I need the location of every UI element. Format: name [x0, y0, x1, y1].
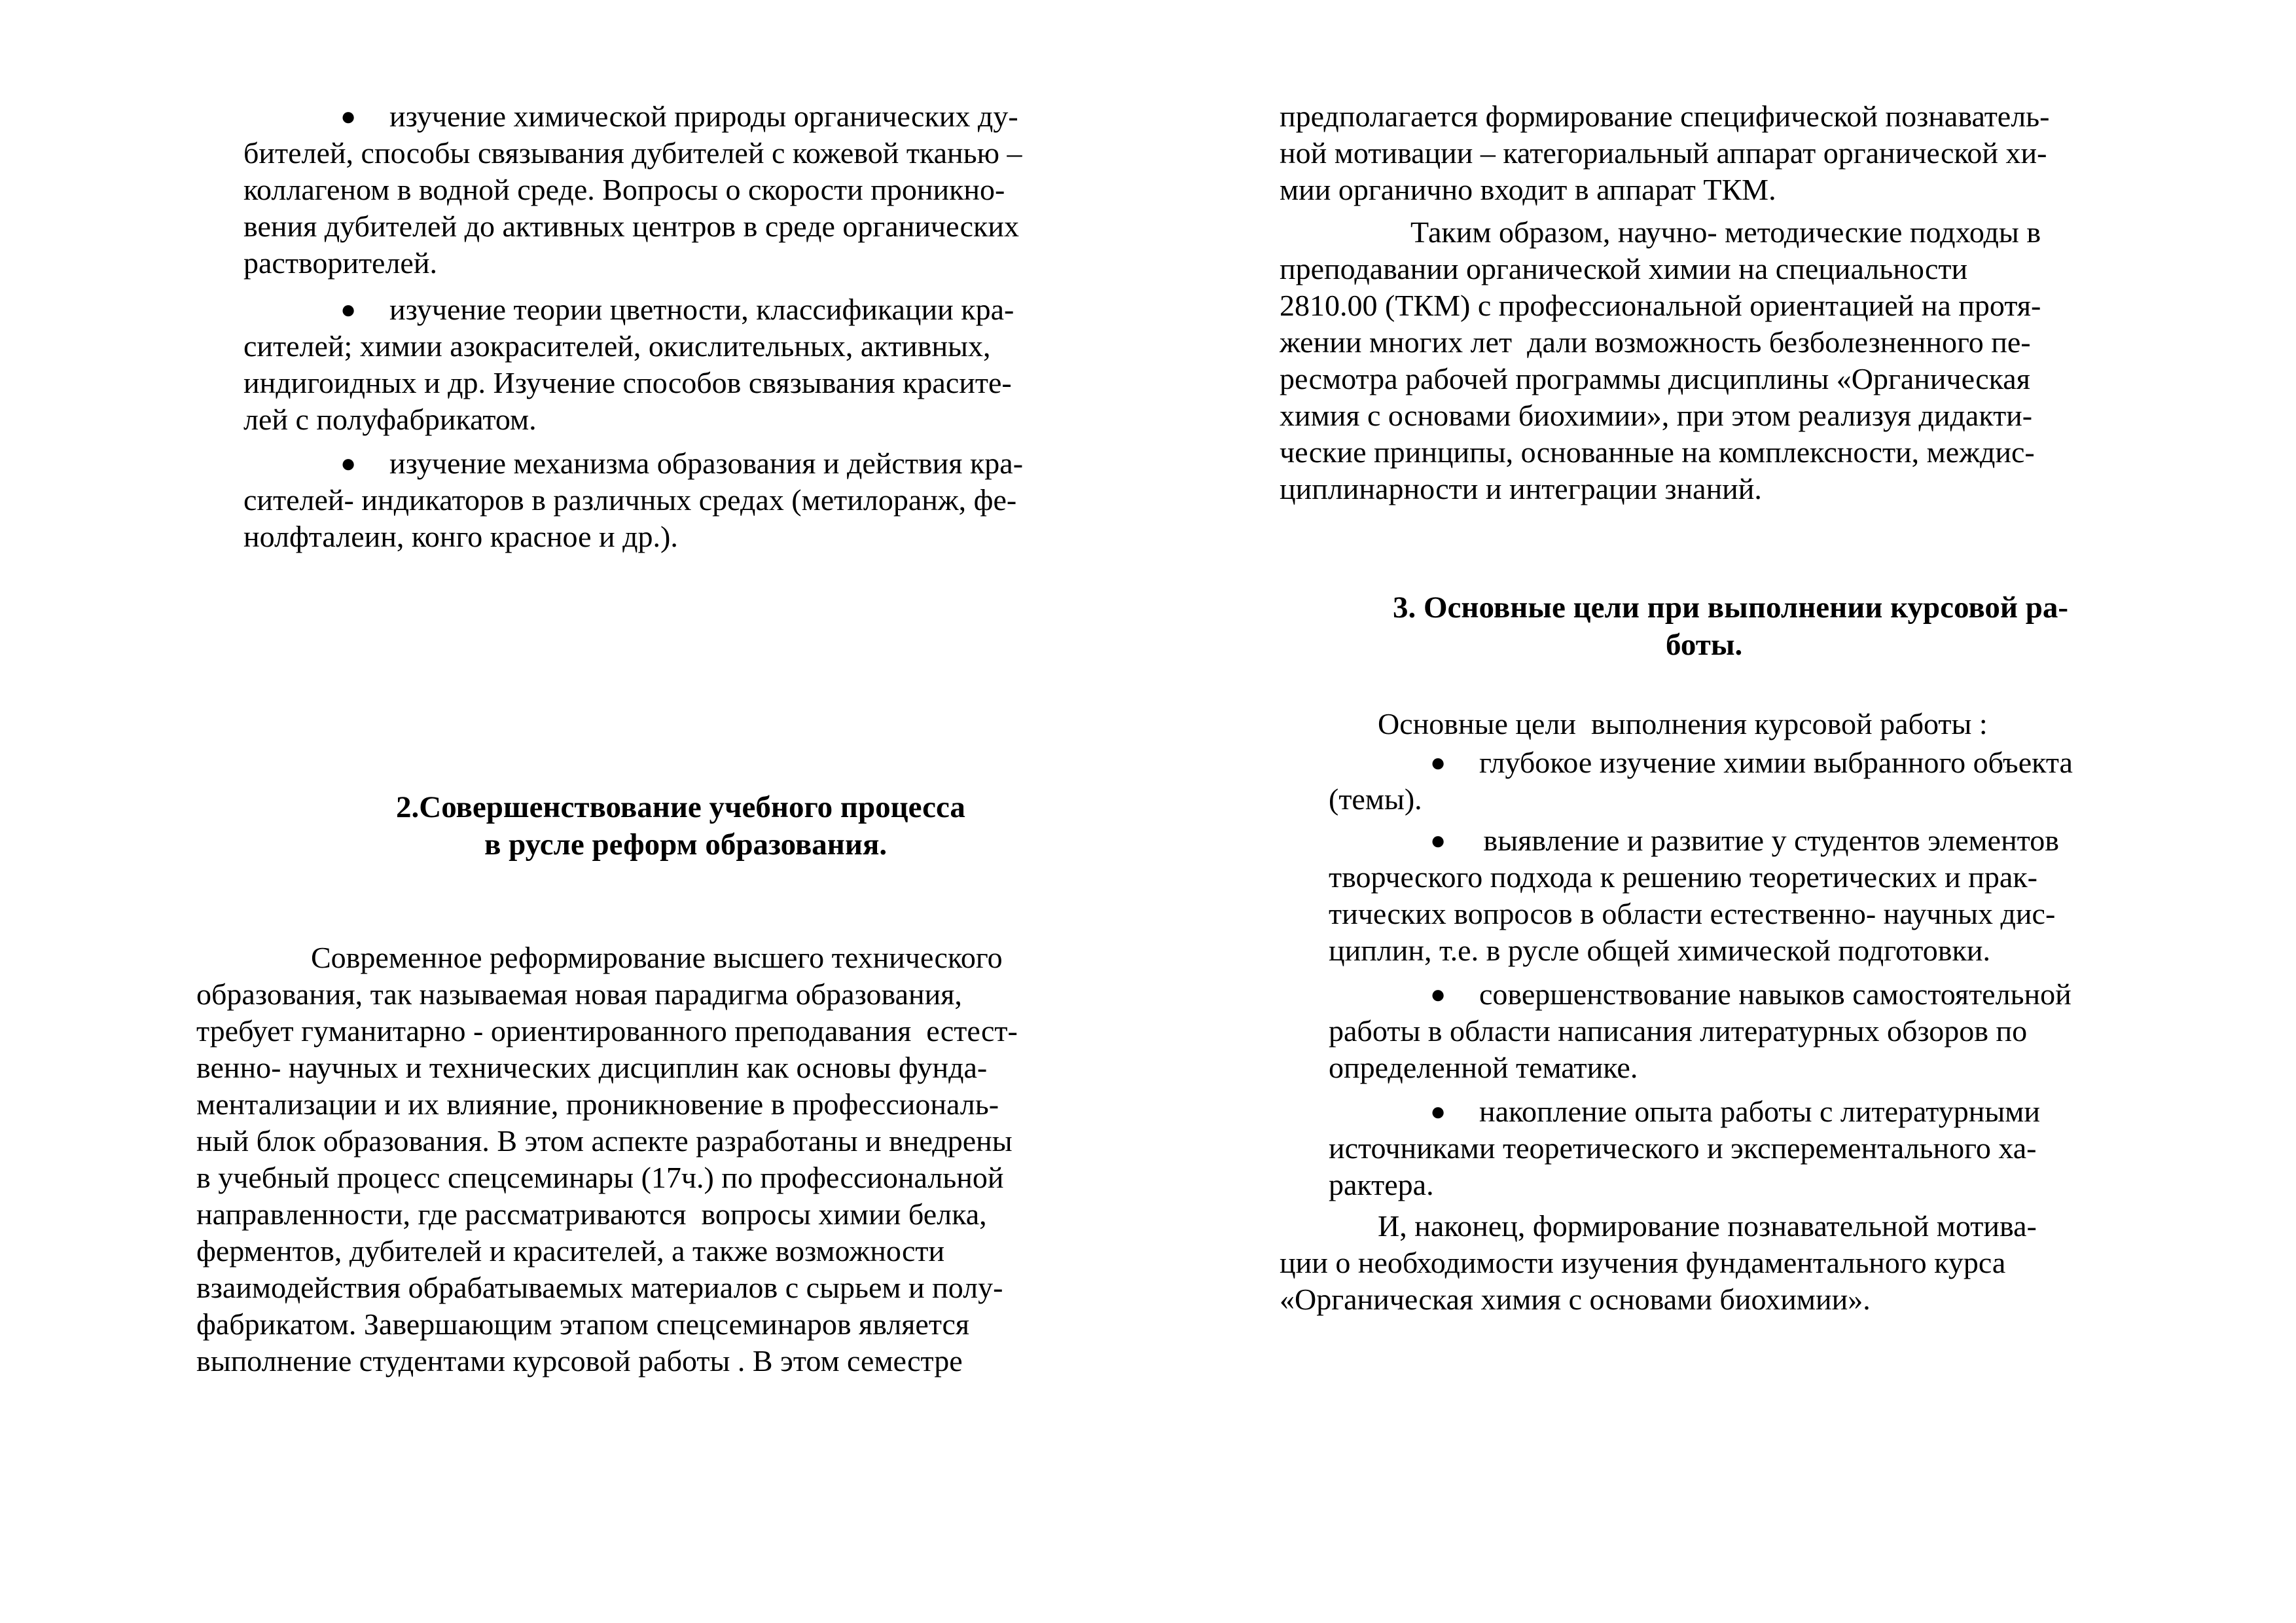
text-line: бителей, способы связывания дубителей с кожевой тканью – — [243, 136, 1022, 170]
text-line: ментализации и их влияние, проникновение в профессиональ- — [196, 1087, 999, 1121]
section-heading: боты. — [1666, 628, 1743, 662]
text-line: определенной тематике. — [1329, 1051, 1638, 1084]
text-line: циплинарности и интеграции знаний. — [1280, 472, 1762, 505]
text-line: циплин, т.е. в русле общей химической подготовки. — [1329, 934, 1990, 967]
text-line: 2810.00 (ТКМ) с профессиональной ориентацией на протя- — [1280, 289, 2041, 322]
bullet-icon: ● — [340, 448, 357, 478]
text-line: (темы). — [1329, 782, 1422, 816]
text-line: накопление опыта работы с литературными — [1479, 1095, 2040, 1128]
text-line: жении многих лет дали возможность безболезненного пе- — [1280, 325, 2031, 359]
text-line: изучение теории цветности, классификации кра- — [389, 293, 1014, 326]
text-line: изучение механизма образования и действия кра- — [389, 447, 1024, 480]
text-line: Таким образом, научно- методические подходы в — [1410, 215, 2041, 249]
text-line: Современное реформирование высшего технического — [311, 941, 1003, 974]
text-line: рактера. — [1329, 1168, 1434, 1201]
text-line: источниками теоретического и эксперементального ха- — [1329, 1131, 2037, 1165]
text-line: вения дубителей до активных центров в среде органических — [243, 210, 1020, 243]
text-line: образования, так называемая новая парадигма образования, — [196, 977, 962, 1011]
text-line: химия с основами биохимии», при этом реализуя дидакти- — [1280, 399, 2033, 432]
text-line: работы в области написания литературных обзоров по — [1329, 1014, 2028, 1048]
bullet-icon: ● — [1430, 826, 1446, 855]
section-heading: в русле реформ образования. — [484, 828, 888, 862]
text-line: коллагеном в водной среде. Вопросы о скорости проникно- — [243, 173, 1005, 206]
text-line: сителей- индикаторов в различных средах (метилоранж, фе- — [243, 483, 1017, 517]
text-line: творческого подхода к решению теоретических и прак- — [1329, 860, 2037, 894]
text-line: предполагается формирование специфической познаватель- — [1280, 100, 2050, 133]
text-line: выявление и развитие у студентов элементов — [1476, 824, 2059, 857]
text-line: фабрикатом. Завершающим этапом спецсеминаров является — [196, 1307, 970, 1341]
text-line: направленности, где рассматриваются вопросы химии белка, — [196, 1197, 987, 1231]
text-line: взаимодействия обрабатываемых материалов с сырьем и полу- — [196, 1271, 1003, 1304]
text-line: ферментов, дубителей и красителей, а также возможности — [196, 1234, 945, 1267]
text-line: мии органично входит в аппарат ТКМ. — [1280, 173, 1776, 206]
text-line: растворителей. — [243, 246, 437, 280]
text-line: совершенствование навыков самостоятельной — [1479, 977, 2072, 1011]
text-line: требует гуманитарно - ориентированного преподавания естест- — [196, 1014, 1018, 1048]
text-line: глубокое изучение химии выбранного объекта — [1479, 746, 2073, 779]
bullet-icon: ● — [340, 295, 357, 324]
text-line: ции о необходимости изучения фундаментального курса — [1280, 1246, 2006, 1279]
text-line: выполнение студентами курсовой работы . В этом семестре — [196, 1344, 963, 1377]
text-line: венно- научных и технических дисциплин как основы фунда- — [196, 1051, 988, 1084]
text-line: изучение химической природы органических ду- — [389, 100, 1018, 133]
goals-intro: Основные цели выполнения курсовой работы : — [1378, 707, 1988, 740]
text-line: ной мотивации – категориальный аппарат органической хи- — [1280, 136, 2047, 170]
bullet-icon: ● — [340, 101, 357, 131]
section-heading: 2.Совершенствование учебного процесса — [396, 790, 965, 824]
text-line: лей с полуфабрикатом. — [243, 403, 537, 436]
text-line: тических вопросов в области естественно- научных дис- — [1329, 897, 2056, 930]
text-line: преподавании органической химии на специальности — [1280, 252, 1968, 285]
text-line: нолфталеин, конго красное и др.). — [243, 520, 678, 553]
text-line: ческие принципы, основанные на комплексности, междис- — [1280, 435, 2035, 469]
text-line: ный блок образования. В этом аспекте разработаны и внедрены — [196, 1124, 1013, 1158]
text-line: индигоидных и др. Изучение способов связывания красите- — [243, 366, 1012, 399]
text-line: «Органическая химия с основами биохимии». — [1280, 1283, 1871, 1316]
bullet-icon: ● — [1430, 1097, 1446, 1126]
text-line: в учебный процесс спецсеминары (17ч.) по профессиональной — [196, 1161, 1004, 1194]
text-line: И, наконец, формирование познавательной мотива- — [1378, 1209, 2037, 1243]
text-line: сителей; химии азокрасителей, окислительных, активных, — [243, 329, 991, 363]
bullet-icon: ● — [1430, 748, 1446, 777]
bullet-icon: ● — [1430, 979, 1446, 1009]
section-heading: 3. Основные цели при выполнении курсовой ра- — [1393, 591, 2069, 625]
text-line: ресмотра рабочей программы дисциплины «Органическая — [1280, 362, 2030, 395]
